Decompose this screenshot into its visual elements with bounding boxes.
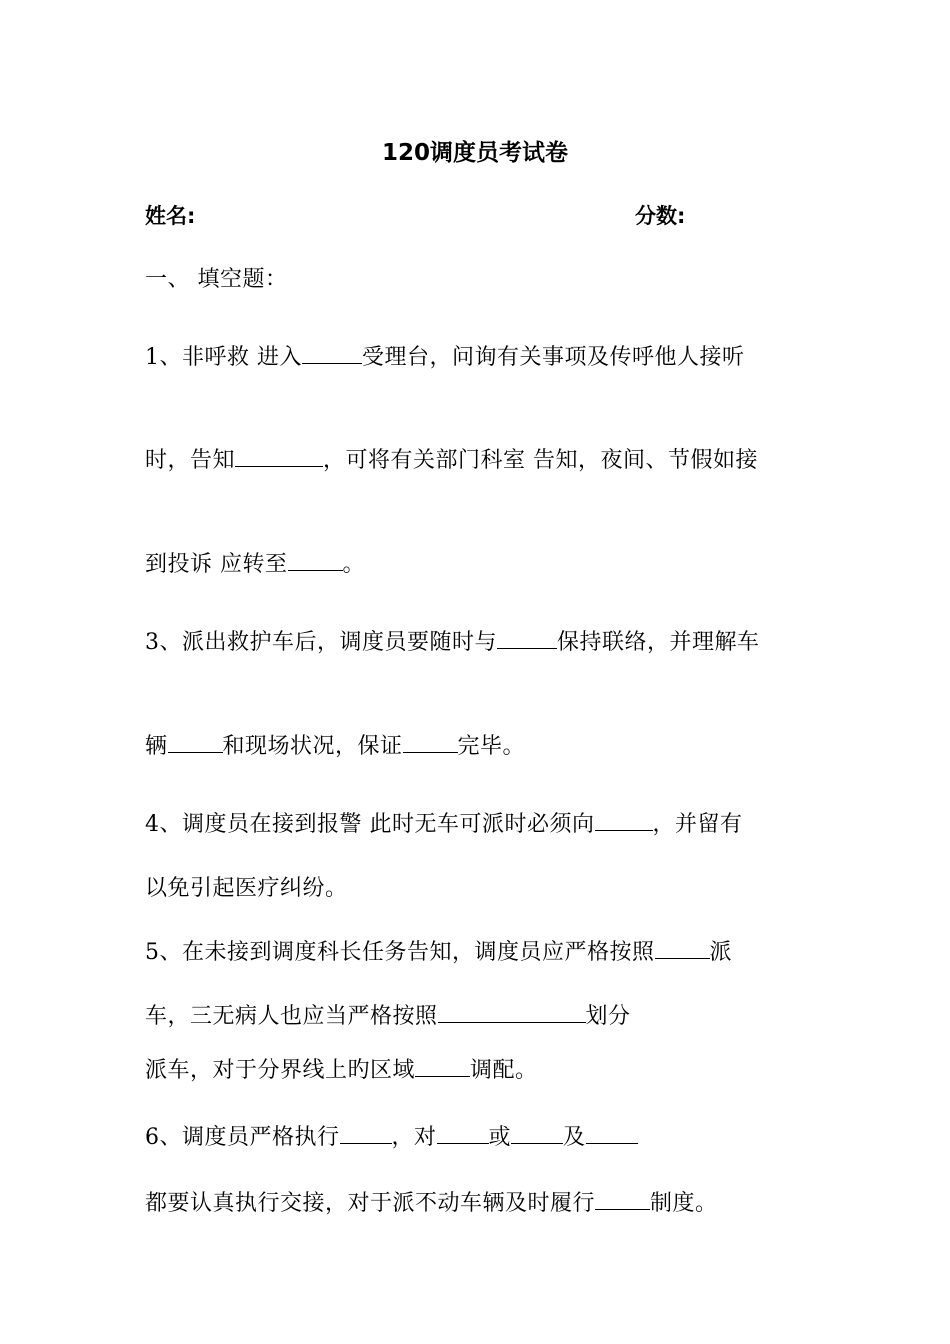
q4-line-1: 4、调度员在接到报警 此时无车可派时必须向 ，并留有	[145, 812, 743, 837]
answer-blank[interactable]	[168, 732, 223, 753]
answer-blank[interactable]	[437, 1123, 489, 1144]
page-title: 120调度员考试卷	[381, 140, 568, 166]
answer-blank[interactable]	[340, 1123, 392, 1144]
answer-blank[interactable]	[403, 732, 458, 753]
answer-blank[interactable]	[438, 1002, 586, 1023]
q1-line-1: 1、非呼救 进入 受理台，问询有关事项及传呼他人接听	[145, 345, 745, 370]
answer-blank[interactable]	[235, 446, 323, 467]
q1-line-2: 时，告知 ，可将有关部门科室 告知，夜间、节假如接	[145, 448, 759, 473]
q5-line-2: 车，三无病人也应当严格按照 划分	[145, 1004, 631, 1029]
q4-line-2: 以免引起医疗纠纷。	[145, 876, 348, 901]
q1-line-3: 到投诉 应转至 。	[145, 552, 366, 577]
answer-blank[interactable]	[511, 1123, 563, 1144]
section-heading: 一、 填空题：	[145, 267, 288, 292]
q3-line-2: 辆 和现场状况，保证 完毕。	[145, 734, 526, 759]
answer-blank[interactable]	[586, 1123, 638, 1144]
q6-line-2: 都要认真执行交接，对于派不动车辆及时履行 制度。	[145, 1191, 718, 1216]
answer-blank[interactable]	[595, 1189, 650, 1210]
answer-blank[interactable]	[415, 1056, 470, 1077]
answer-blank[interactable]	[302, 343, 362, 364]
answer-blank[interactable]	[288, 550, 343, 571]
answer-blank[interactable]	[595, 810, 653, 831]
q6-line-1: 6、调度员严格执行 ，对 或 及	[145, 1120, 638, 1151]
q3-line-1: 3、派出救护车后，调度员要随时与 保持联络，并理解车	[145, 630, 760, 655]
score-label: 分数:	[635, 204, 686, 228]
name-label: 姓名:	[145, 204, 196, 228]
q5-line-1: 5、在未接到调度科长任务告知，调度员应严格按照 派	[145, 940, 733, 965]
answer-blank[interactable]	[497, 628, 557, 649]
answer-blank[interactable]	[655, 938, 710, 959]
q5-line-3: 派车，对于分界线上旳区域 调配。	[145, 1058, 538, 1083]
